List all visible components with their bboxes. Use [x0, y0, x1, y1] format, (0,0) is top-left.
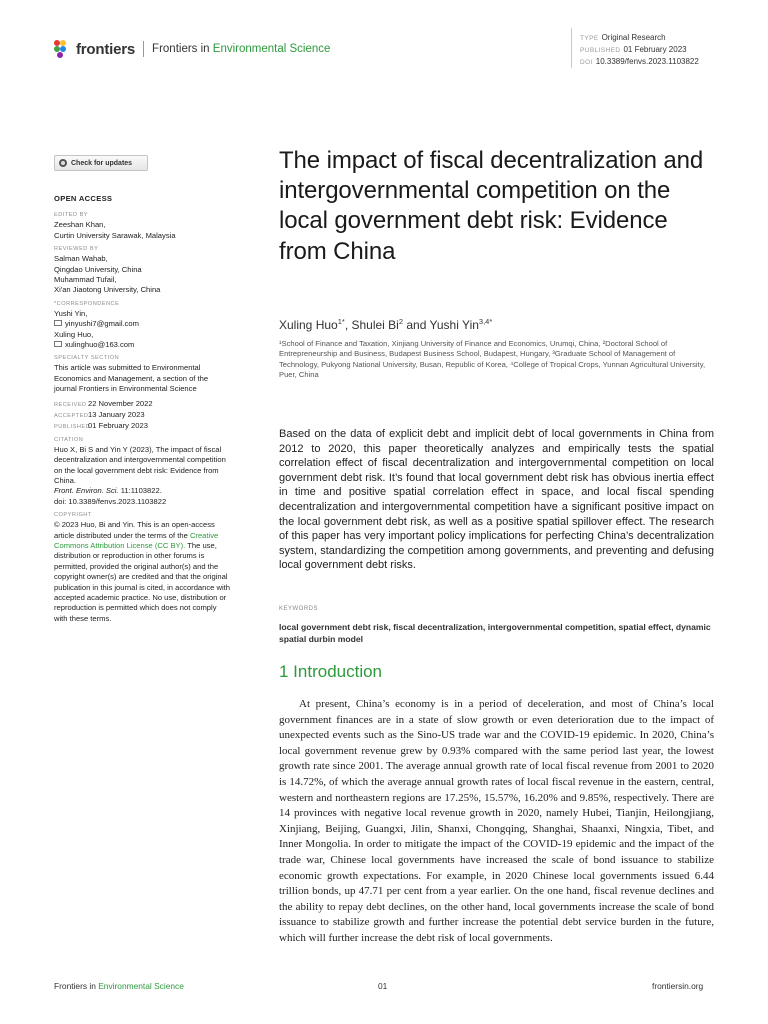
accepted-date: 13 January 2023	[88, 409, 145, 419]
frontiers-logo-icon	[54, 40, 72, 58]
published-label: PUBLISHED	[54, 423, 91, 430]
editor-affiliation: Curtin University Sarawak, Malaysia	[54, 230, 176, 240]
published-label: PUBLISHED	[580, 47, 621, 54]
citation-text: Huo X, Bi S and Yin Y (2023), The impact of fiscal decentralization and intergovernmental competition on the local government debt risk: Evidence from China.	[54, 444, 226, 485]
page-number: 01	[378, 981, 388, 991]
section-text: This article was submitted to Environmental Economics and Management, a section of the journal Frontiers in Environmental Science	[54, 363, 209, 394]
accepted-label: ACCEPTED	[54, 412, 89, 419]
affiliations: ¹School of Finance and Taxation, Xinjiang University of Finance and Economics, Urumqi, China, ²Doctoral School of Entrepreneurship and Business, Budapest Business School, Budapest, Hungary, ³Graduate School of Management of Technology, Pukyong National University, Busan, Republic of Korea, ⁴College of Tropical Crops, Yunnan Agricultural University, Puer, China	[279, 339, 706, 380]
site-link[interactable]: frontiersin.org	[652, 981, 704, 991]
journal-logo[interactable]	[54, 39, 330, 59]
received-date: 22 November 2022	[88, 398, 153, 408]
license-link[interactable]: Creative Commons Attribution License (CC BY).	[54, 530, 219, 550]
article-title: The impact of fiscal decentralization and intergovernmental competition on the local government debt risk: Evidence from China	[279, 147, 704, 265]
journal-name: Environmental Science	[212, 43, 331, 55]
corr-name: Yushi Yin,	[54, 308, 88, 318]
citation-doi[interactable]: doi: 10.3389/fenvs.2023.1103822	[54, 496, 167, 506]
citation-journal: Front. Environ. Sci.	[54, 486, 119, 496]
footer-journal-name: Environmental Science	[98, 981, 184, 991]
footer-journal-prefix: Frontiers in	[54, 981, 96, 991]
intro-paragraph: At present, China’s economy is in a period of deceleration, and most of China’s local government finances are in a state of slow growth or even deterioration due to the impact of unexpected events such as the Sino-US trade war and the COVID-19 epidemic. In 2020, China’s local government revenue grew by 0.93% compared with the same period last year, the lowest growth rate since 2001. The average annual growth rate of local fiscal revenue from 2001 to 2020 is 14.72%, of which the average annual growth rates of local fiscal revenue in the eastern, central, western and northeastern regions are 17.25%, 15.57%, 16.20% and 9.85%, respectively. There are 14 provinces with negative local revenue growth in 2020, namely Hubei, Tianjin, Heilongjiang, Xinjiang, Beijing, Guangxi, Jilin, Shanxi, Chongqing, Shanghai, Shaanxi, Ningxia, Tibet, and Inner Mongolia. In order to mitigate the impact of the COVID-19 epidemic and the impact of the trade war, Chinese local governments have increased the scale of bond issuance to stabilize economic growth expectations. For example, in 2020 Chinese local governments issued 6.44 trillion bonds, up 47.71 per cent from a year earlier. On the one hand, fiscal revenue declines and the ability to repay debt declines, on the other hand, local governments increase the scale of bond issuance to stabilize growth and further increase the potential debt service burden in the future, which will further increase the debt risk of local governments.	[279, 698, 714, 944]
copyright-post: The use, distribution or reproduction in other forums is permitted, provided the original author(s) and the copyright owner(s) are credited and that the original publication in this journal is cited, in accordance with accepted academic practice. No use, distribution or reproduction is permitted which does not comply with these terms.	[54, 540, 231, 623]
reviewed-by	[54, 245, 232, 296]
copyright-label: COPYRIGHT	[54, 512, 92, 519]
doi-label: DOI	[580, 59, 593, 66]
section-label: SPECIALTY SECTION	[54, 355, 120, 362]
copyright-pre: © 2023 Huo, Bi and Yin. This is an open-access article distributed under the terms of the	[54, 520, 215, 540]
published-value: 01 February 2023	[623, 45, 687, 54]
author-affil-sup: 2	[398, 317, 404, 326]
corr-name: Xuling Huo,	[54, 329, 94, 339]
section-heading: 1 Introduction	[279, 662, 383, 681]
keywords: local government debt risk, fiscal decentralization, intergovernmental competition, spatial effect, dynamic spatial durbin model	[279, 622, 711, 644]
author-and: and	[406, 318, 427, 332]
footer-journal	[54, 981, 184, 991]
author-list: Xuling Huo$^{1*}$, Shulei Bi$^2$ and Yushi Yin$^{3,4*}$	[279, 317, 493, 332]
corr-email-link[interactable]: xulinghuo@163.com	[65, 340, 135, 350]
specialty-section	[54, 354, 232, 394]
edited-by	[54, 211, 232, 241]
correspondence	[54, 300, 232, 351]
abstract: Based on the data of explicit debt and implicit debt of local governments in China from 2012 to 2020, this paper theoretically analyzes and empirically tests the spatial correlation effect of fiscal decentralization and intergovernmental competition on local government debt risk. It’s found that local government debt risk has obvious inertia effect in time and positive spatial correlation effect in space, and local fiscal spending decentralization and intergovernmental competition have a significant positive impact on the local government debt risk, as well as a positive spatial spillover effect. The research of this paper has very important policy implications for perfecting China’s decentralization system, standardizing the competition among governments, and preventing and defusing local government debt risks.	[279, 428, 714, 572]
dates	[54, 399, 232, 432]
author-affil-sup: 3,4*	[478, 317, 493, 326]
author-name[interactable]: Xuling Huo	[279, 318, 338, 332]
reviewer-affiliation: Xi'an Jiaotong University, China	[54, 285, 161, 295]
check-for-updates-button[interactable]	[54, 155, 148, 171]
author-name[interactable]: Shulei Bi	[351, 318, 399, 332]
copyright	[54, 511, 232, 624]
editor-name: Zeeshan Khan,	[54, 220, 106, 230]
citation-volume: 11:1103822.	[120, 486, 162, 496]
meta-divider	[571, 28, 572, 68]
reviewed-label: REVIEWED BY	[54, 246, 99, 253]
email-icon	[54, 341, 62, 347]
type-label: TYPE	[580, 35, 599, 42]
keywords-label: KEYWORDS	[279, 606, 319, 612]
received-label: RECEIVED	[54, 401, 87, 408]
corr-email-link[interactable]: yinyushi7@gmail.com	[65, 319, 139, 329]
email-icon	[54, 320, 62, 326]
reviewer-name: Salman Wahab,	[54, 254, 108, 264]
open-access-label: OPEN ACCESS	[54, 194, 113, 203]
reviewer-affiliation: Qingdao University, China	[54, 264, 142, 274]
doi-link[interactable]: 10.3389/fenvs.2023.1103822	[595, 57, 699, 66]
journal-title	[152, 43, 330, 55]
divider	[143, 41, 144, 57]
citation	[54, 436, 232, 507]
edited-label: EDITED BY	[54, 212, 89, 219]
author-name[interactable]: Yushi Yin	[429, 318, 479, 332]
article-sidebar	[54, 194, 232, 628]
type-value: Original Research	[601, 33, 666, 42]
update-icon	[59, 159, 67, 167]
citation-label: CITATION	[54, 436, 84, 443]
author-affil-sup: 1*	[337, 317, 345, 326]
published-date: 01 February 2023	[88, 420, 148, 430]
brand-name: frontiers	[76, 40, 136, 58]
journal-prefix: Frontiers in	[152, 43, 210, 55]
correspondence-label: *CORRESPONDENCE	[54, 300, 120, 307]
article-meta	[580, 32, 699, 68]
reviewer-name: Muhammad Tufail,	[54, 275, 117, 285]
check-updates-label: Check for updates	[71, 159, 133, 167]
